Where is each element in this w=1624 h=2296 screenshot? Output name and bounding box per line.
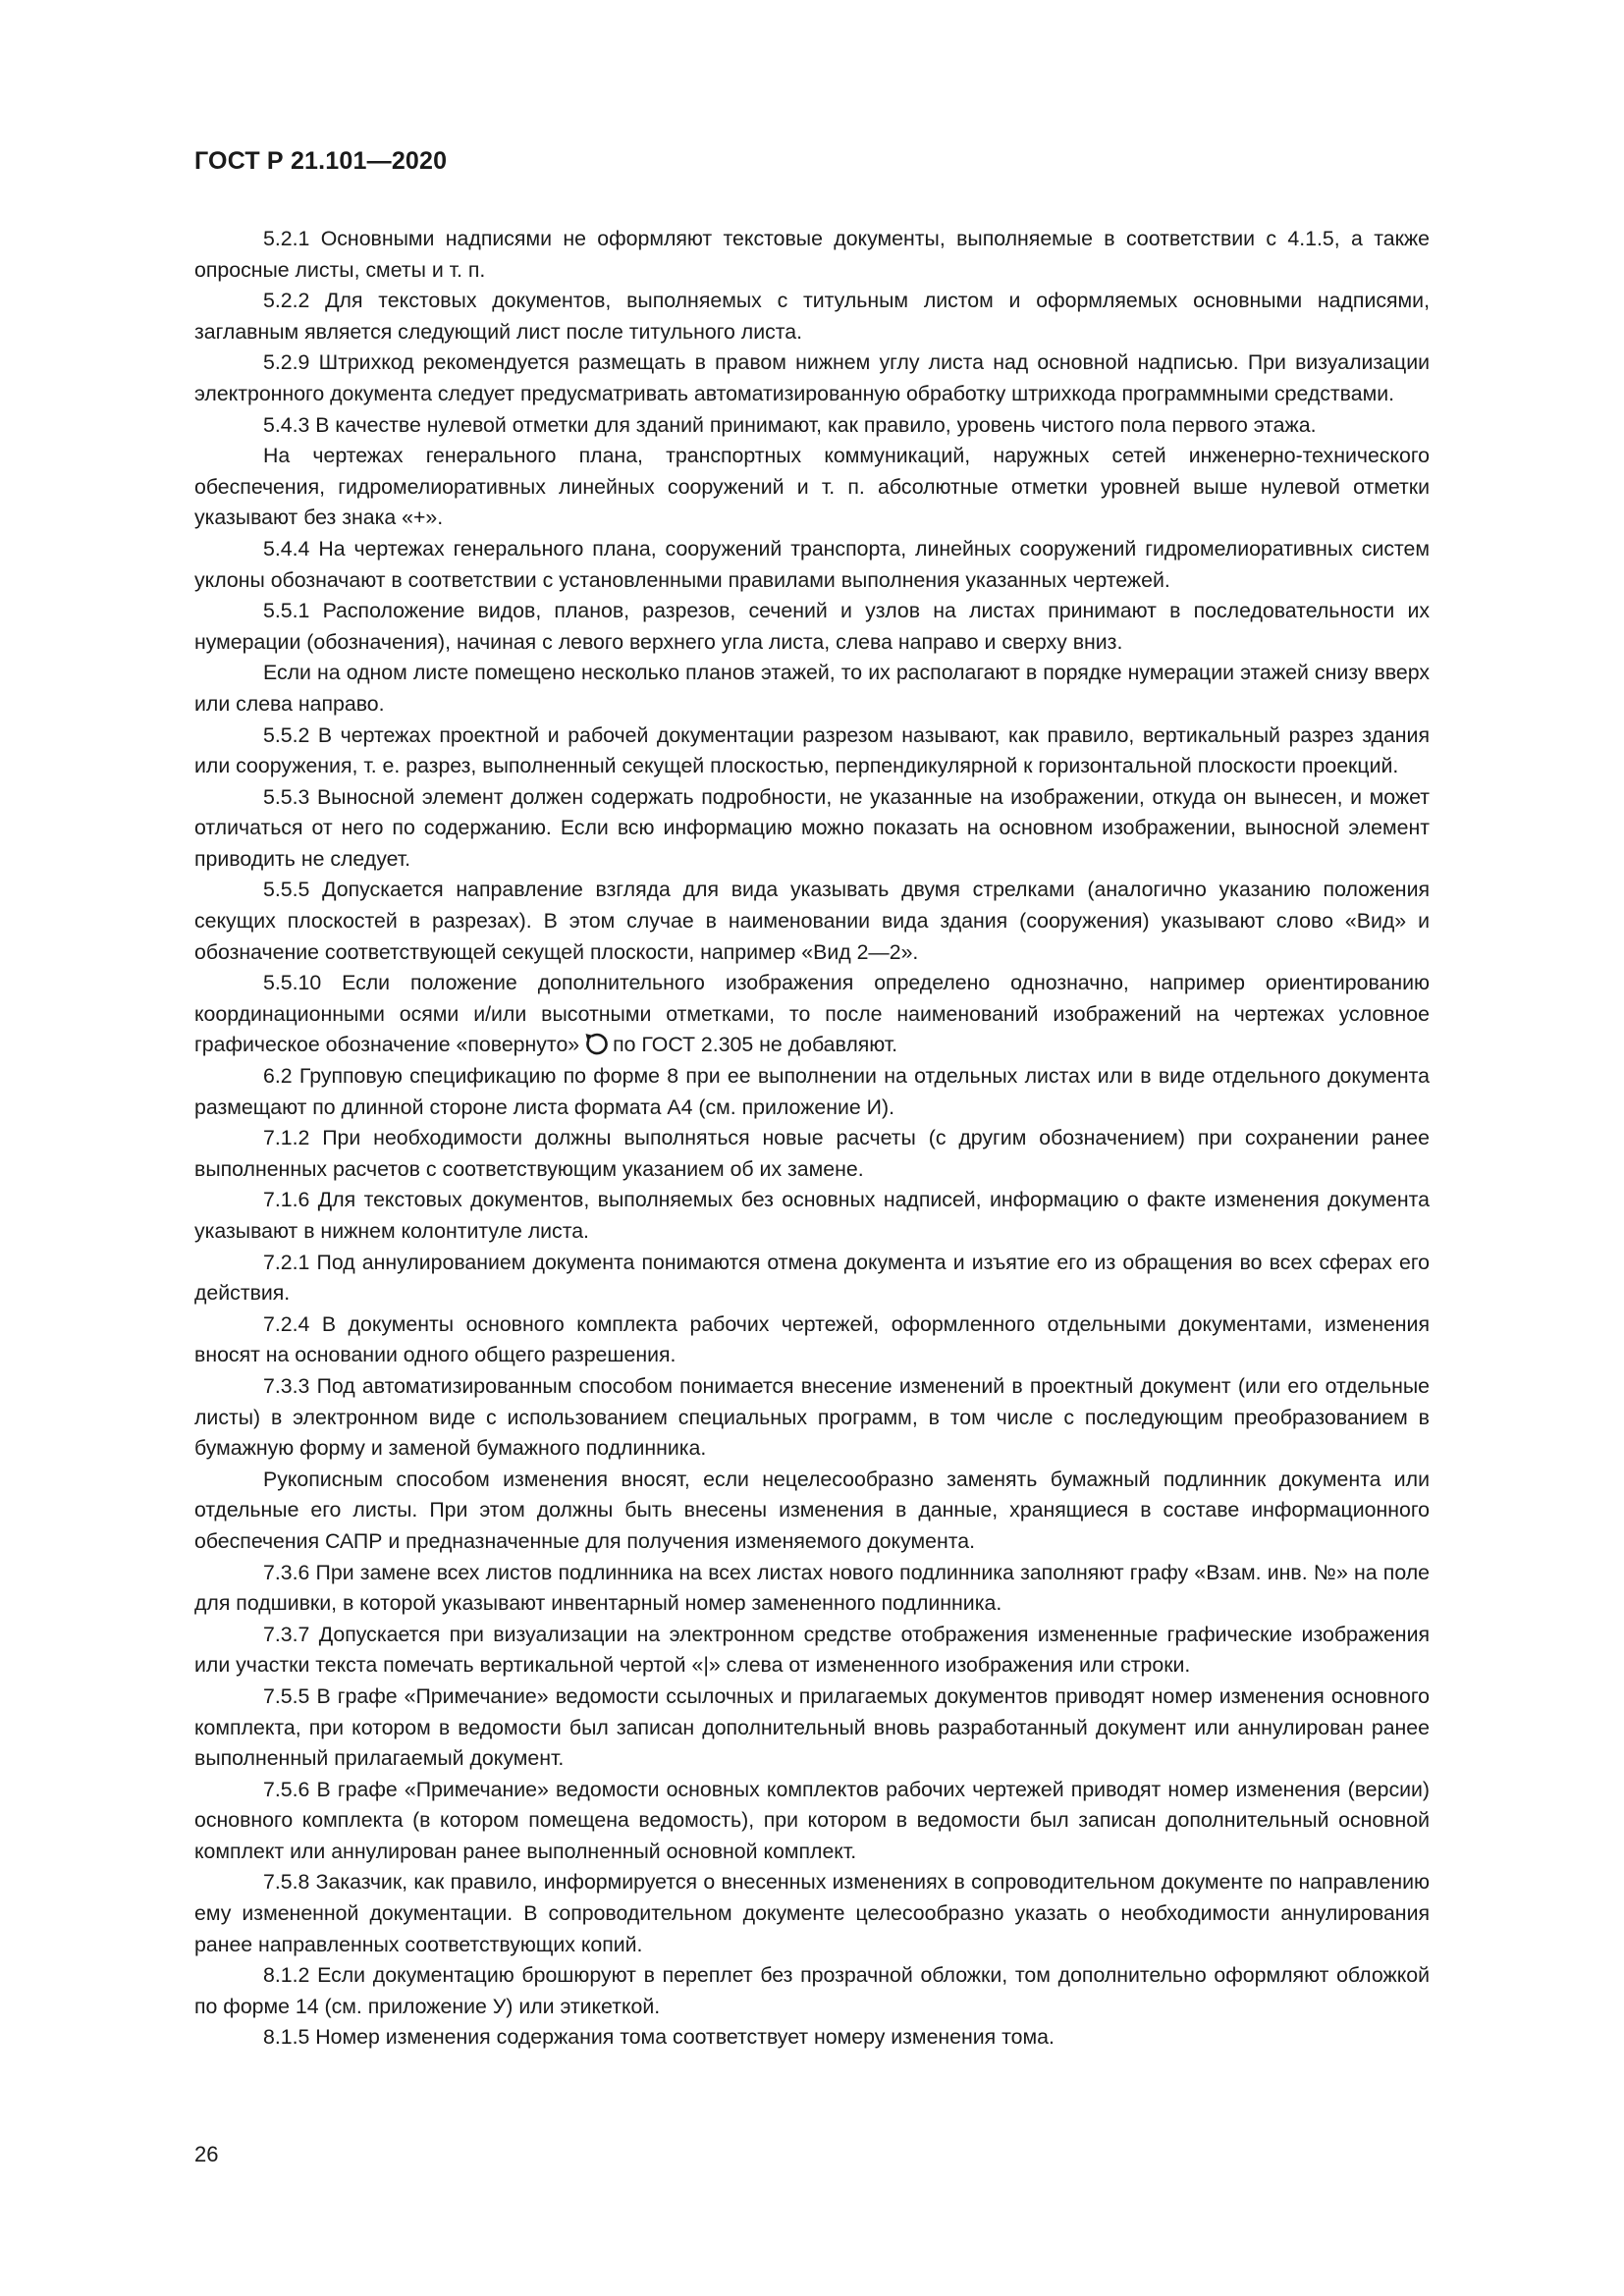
paragraph-text: по ГОСТ 2.305 не добавляют. [613,1033,898,1057]
page-number: 26 [194,2142,219,2166]
document-header: ГОСТ Р 21.101—2020 [194,147,448,175]
paragraph: 5.5.1 Расположение видов, планов, разрезов, сечений и узлов на листах принимают в последовательности их нумерации (обозначения), начиная с левого верхнего угла листа, слева направо и сверху вниз. [194,599,1430,654]
paragraph: 7.5.5 В графе «Примечание» ведомости ссылочных и прилагаемых документов приводят номер изменения основного комплекта, при котором в ведомости был записан дополнительный вновь разработанный документ или аннулирован ранее выполненный прилагаемый документ. [194,1683,1430,1771]
paragraph: 7.2.4 В документы основного комплекта рабочих чертежей, оформленного отдельными документами, изменения вносят на основании одного общего разрешения. [194,1311,1430,1367]
paragraph: 7.2.1 Под аннулированием документа понимаются отмена документа и изъятие его из обращения во всех сферах его действия. [194,1250,1430,1306]
paragraph: 5.2.9 Штрихкод рекомендуется размещать в правом нижнем углу листа над основной надписью. При визуализации электронного документа следует предусматривать автоматизированную обработку штрихкода программными средствами. [194,350,1430,405]
paragraph: 5.5.3 Выносной элемент должен содержать подробности, не указанные на изображении, откуда он вынесен, и может отличаться от него по содержанию. Если всю информацию можно показать на основном изображении, выносной элемент приводить не следует. [194,784,1430,871]
paragraph: 5.2.2 Для текстовых документов, выполняемых с титульным листом и оформляемых основными надписями, заглавным является следующий лист после титульного листа. [194,289,1430,344]
paragraph: 5.4.3 В качестве нулевой отметки для зданий принимают, как правило, уровень чистого пола первого этажа. [263,412,1317,437]
paragraph-5-5-10 [194,968,1430,1061]
paragraph: 8.1.2 Если документацию брошюруют в переплет без прозрачной обложки, том дополнительно оформляют обложкой по форме 14 (см. приложение У) или этикеткой. [194,1963,1430,2018]
paragraph: 7.1.6 Для текстовых документов, выполняемых без основных надписей, информацию о факте изменения документа указывают в нижнем колонтитуле листа. [194,1188,1430,1243]
rotated-arrow-icon [583,1032,611,1057]
paragraph: 5.2.1 Основными надписями не оформляют текстовые документы, выполняемые в соответствии с 4.1.5, а также опросные листы, сметы и т. п. [194,227,1430,282]
document-body [194,224,1430,2054]
paragraph: Если на одном листе помещено несколько планов этажей, то их располагают в порядке нумерации этажей снизу вверх или слева направо. [194,661,1430,716]
paragraph: На чертежах генерального плана, транспортных коммуникаций, наружных сетей инженерно-технического обеспечения, гидромелиоративных линейных сооружений и т. п. абсолютные отметки уровней выше нулевой отметки указывают без знака «+». [194,444,1430,530]
paragraph: 5.5.5 Допускается направление взгляда для вида указывать двумя стрелками (аналогично указанию положения секущих плоскостей в разрезах). В этом случае в наименовании вида здания (сооружения) указывают слово «Вид» и обозначение соответствующей секущей плоскости, например «Вид 2—2». [194,878,1430,964]
paragraph: 7.3.7 Допускается при визуализации на электронном средстве отображения измененные графические изображения или участки текста помечать вертикальной чертой «|» слева от измененного изображения или строки. [194,1622,1430,1678]
paragraph-text: 5.5.10 Если положение дополнительного изображения определено однозначно, например ориентированию координационными осями и/или высотными отметками, то после наименований изображений на чертежах условное графическое обозначение «повернуто» [194,971,1430,1057]
paragraph: 7.5.8 Заказчик, как правило, информируется о внесенных изменениях в сопроводительном документе по направлению ему измененной документации. В сопроводительном документе целесообразно указать о необходимости аннулирования ранее направленных соответствующих копий. [194,1870,1430,1956]
paragraph: 8.1.5 Номер изменения содержания тома соответствует номеру изменения тома. [263,2025,1055,2050]
paragraph: Рукописным способом изменения вносят, если нецелесообразно заменять бумажный подлинник документа или отдельные его листы. При этом должны быть внесены изменения в данные, хранящиеся в составе информационного обеспечения САПР и предназначенные для получения изменяемого документа. [194,1467,1430,1553]
paragraph: 6.2 Групповую спецификацию по форме 8 при ее выполнении на отдельных листах или в виде отдельного документа размещают по длинной стороне листа формата А4 (см. приложение И). [194,1064,1430,1119]
paragraph: 7.1.2 При необходимости должны выполняться новые расчеты (с другим обозначением) при сохранении ранее выполненных расчетов с соответствующим указанием об их замене. [194,1126,1430,1181]
paragraph: 5.4.4 На чертежах генерального плана, сооружений транспорта, линейных сооружений гидромелиоративных систем уклоны обозначают в соответствии с установленными правилами выполнения указанных чертежей. [194,536,1430,592]
paragraph: 7.5.6 В графе «Примечание» ведомости основных комплектов рабочих чертежей приводят номер изменения (версии) основного комплекта (в котором помещена ведомость), при котором в ведомости был записан дополнительный основной комплект или аннулирован ранее выполненный основной комплект. [194,1777,1430,1863]
paragraph: 5.5.2 В чертежах проектной и рабочей документации разрезом называют, как правило, вертикальный разрез здания или сооружения, т. е. разрез, выполненный секущей плоскостью, перпендикулярной к горизонтальной плоскости проекций. [194,722,1430,778]
paragraph: 7.3.6 При замене всех листов подлинника на всех листах нового подлинника заполняют графу «Взам. инв. №» на поле для подшивки, в которой указывают инвентарный номер замененного подлинника. [194,1560,1430,1616]
paragraph: 7.3.3 Под автоматизированным способом понимается внесение изменений в проектный документ (или его отдельные листы) в электронном виде с использованием специальных программ, в том числе с последующим преобразованием в бумажную форму и заменой бумажного подлинника. [194,1373,1430,1461]
